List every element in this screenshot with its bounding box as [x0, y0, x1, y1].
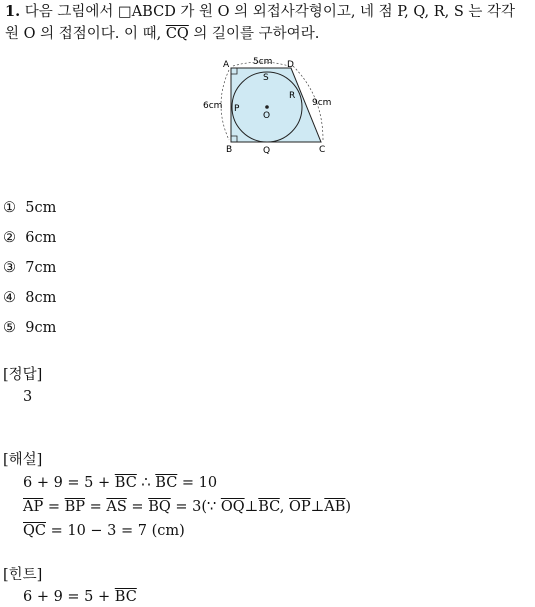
solution-text: = 3(∵: [170, 499, 221, 515]
question-line-2: [5, 24, 319, 44]
choice-4[interactable]: [3, 290, 56, 306]
choice-text: 9cm: [25, 320, 57, 336]
solution-text: =: [126, 499, 149, 515]
hint-text: 6 + 9 = 5 +: [23, 589, 115, 605]
solution-text: ,: [279, 499, 289, 515]
solution-text: 6 + 9 = 5 +: [23, 475, 115, 491]
solution-text: =: [85, 499, 107, 515]
question-text-2b: 의 길이를 구하여라.: [188, 26, 320, 42]
label-d: D: [287, 60, 294, 70]
choice-5[interactable]: [3, 320, 56, 336]
hint-line-1: [23, 587, 137, 607]
solution-text: =: [43, 499, 65, 515]
segment-ap: $\overline{AP}$: [23, 499, 44, 515]
label-s: S: [263, 73, 269, 83]
choice-3[interactable]: [3, 260, 56, 276]
segment-qc: $\overline{QC}$: [23, 523, 46, 539]
label-top-length: 5cm: [253, 57, 273, 67]
answer-heading: [정답]: [3, 367, 43, 383]
label-b: B: [226, 145, 233, 155]
segment-bp: $\overline{BP}$: [64, 499, 86, 515]
choice-mark: ①: [3, 200, 16, 216]
question-line-1: [5, 2, 515, 22]
segment-bc: $\overline{BC}$: [114, 475, 137, 491]
solution-heading: [해설]: [3, 452, 43, 468]
choice-text: 5cm: [25, 200, 57, 216]
segment-bq: $\overline{BQ}$: [148, 499, 171, 515]
solution-line-1: [23, 473, 217, 493]
choice-mark: ④: [3, 290, 16, 306]
hint-heading: [힌트]: [3, 567, 43, 583]
segment-bc: $\overline{BC}$: [258, 499, 280, 515]
segment-oq: $\overline{OQ}$: [220, 499, 245, 515]
label-r: R: [289, 91, 296, 101]
choice-mark: ③: [3, 260, 16, 276]
choice-text: 8cm: [25, 290, 57, 306]
segment-bc: $\overline{BC}$: [155, 475, 178, 491]
segment-as: $\overline{AS}$: [106, 499, 127, 515]
label-right-length: 9cm: [312, 98, 332, 108]
choice-mark: ②: [3, 230, 16, 246]
solution-text: = 10: [177, 475, 218, 491]
label-left-length: 6cm: [203, 101, 223, 111]
segment-cq: $\overline{CQ}$: [165, 26, 189, 42]
solution-line-3: [23, 521, 185, 541]
solution-text: ∴: [136, 475, 156, 491]
choice-text: 6cm: [25, 230, 57, 246]
segment-op: $\overline{OP}$: [288, 499, 311, 515]
label-p: P: [234, 104, 240, 114]
choice-mark: ⑤: [3, 320, 16, 336]
label-q: Q: [263, 146, 271, 156]
question-text-2a: 원 O 의 접점이다. 이 때,: [5, 26, 166, 42]
solution-text: ⊥: [310, 499, 325, 515]
segment-bc: $\overline{BC}$: [114, 589, 137, 605]
segment-ab: $\overline{AB}$: [324, 499, 346, 515]
solution-text: = 10 − 3 = 7 (cm): [45, 523, 185, 539]
label-c: C: [319, 145, 326, 155]
label-o: O: [263, 111, 271, 121]
solution-text: ): [345, 499, 352, 515]
quadrilateral-figure: [195, 56, 345, 158]
label-a: A: [223, 60, 230, 70]
solution-line-2: [23, 497, 351, 517]
question-number: 1.: [5, 3, 21, 20]
solution-text: ⊥: [244, 499, 259, 515]
choice-text: 7cm: [25, 260, 57, 276]
answer-value: 3: [23, 389, 33, 405]
question-text-1: 다음 그림에서 □ABCD 가 원 O 의 외접사각형이고, 네 점 P, Q, R, S 는 각각: [24, 4, 516, 20]
choice-2[interactable]: [3, 230, 56, 246]
center-o: [265, 105, 269, 109]
choice-1[interactable]: [3, 200, 56, 216]
